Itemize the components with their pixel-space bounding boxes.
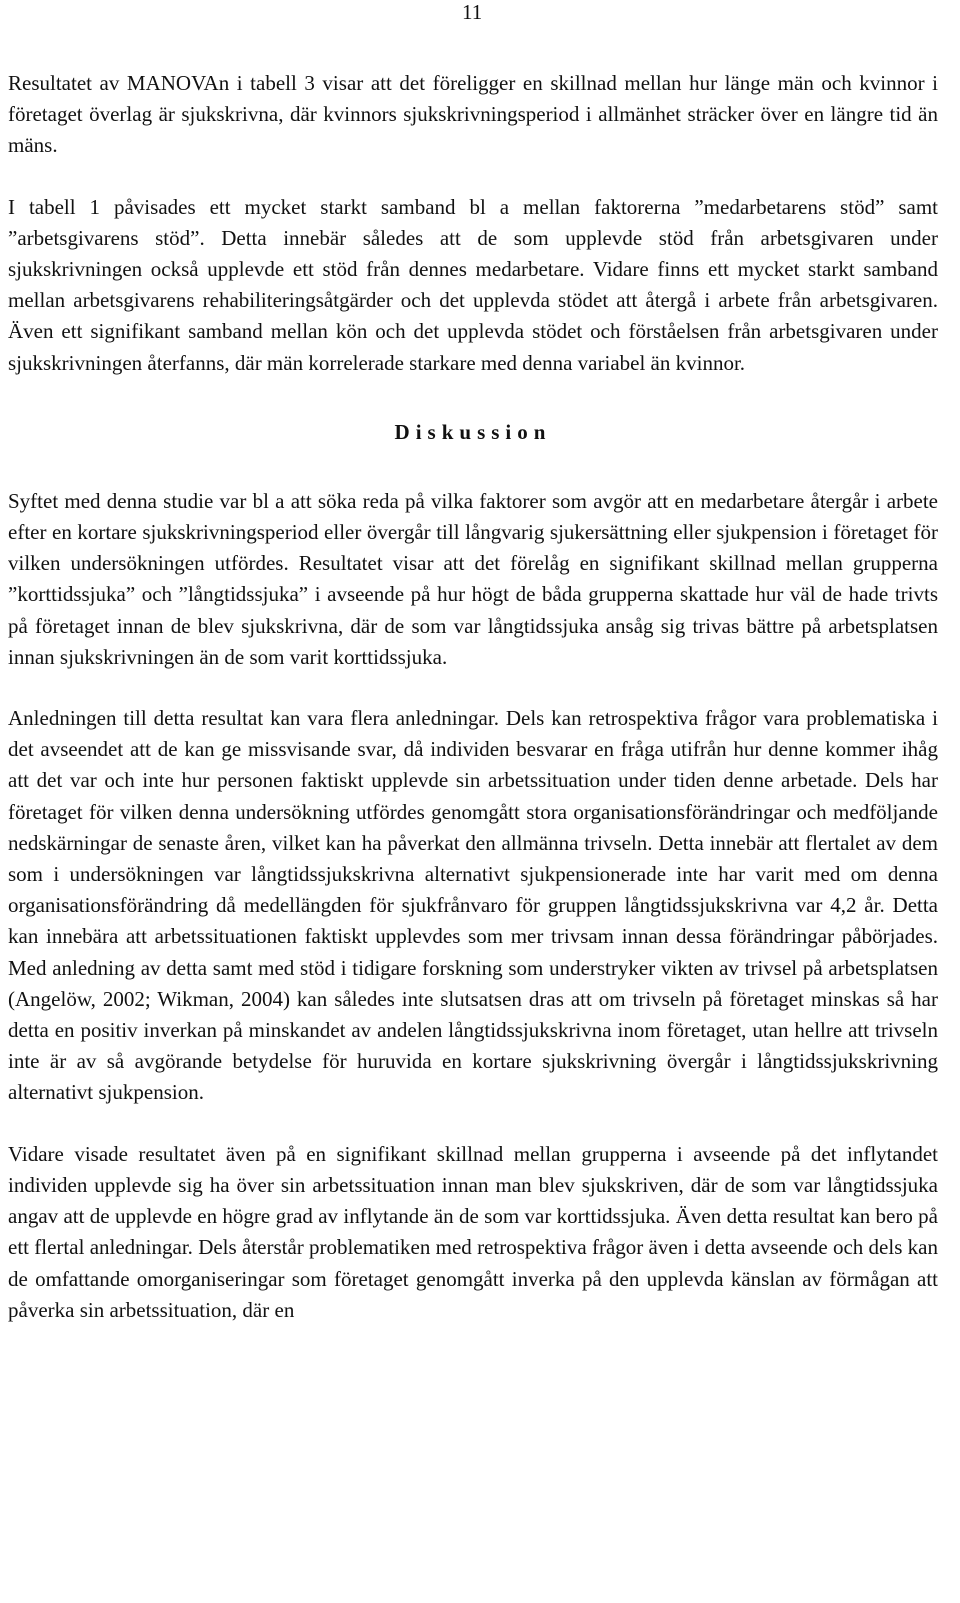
page-number: 11 — [462, 0, 483, 24]
results-paragraph-manova: Resultatet av MANOVAn i tabell 3 visar att det föreligger en skillnad mellan hur länge män och kvinnor i företaget överlag är sjukskrivna, där kvinnors sjukskrivningsperiod i allmänhet sträcker över en längre tid än mäns. — [8, 71, 938, 158]
section-heading-diskussion: Diskussion — [394, 419, 552, 444]
results-paragraph-correlations: I tabell 1 påvisades ett mycket starkt samband bl a mellan faktorerna ”medarbetarens stöd” samt ”arbetsgivarens stöd”. Detta innebär således att de som upplevde stöd från arbetsgivaren under sjukskrivningen också upplevde ett stöd från dennes medarbetare. Vidare finns ett mycket starkt samband mellan arbetsgivarens rehabiliteringsåtgärder och det upplevda stödet att återgå i arbete från arbetsgivaren. Även ett signifikant samband mellan kön och det upplevda stödet och förståelsen från arbetsgivaren under sjukskrivningen återfanns, där män korrelerade starkare med denna variabel än kvinnor. — [8, 194, 938, 375]
discussion-paragraph-reasons: Anledningen till detta resultat kan vara flera anledningar. Dels kan retrospektiva frågor vara problematiska i det avseendet att de kan ge missvisande svar, då individen besvarar en fråga utifrån hur denne kommer ihåg att det var och inte hur personen faktiskt upplevde sin arbetssituation under tiden denne arbetade. Dels har företaget för vilken denna undersökning utfördes genomgått stora organisationsförändringar och medföljande nedskärningar de senaste åren, vilket kan ha påverkat den allmänna trivseln. Detta innebär att flertalet av dem som i undersökningen var långtidssjukskrivna alternativt sjukpensionerade inte har varit med om denna organisationsförändring då medellängden för sjukfrånvaro för gruppen långtidssjukskrivna var 4,2 år. Detta kan innebära att arbetssituationen faktiskt upplevdes som mer trivsam innan dessa förändringar påbörjades. Med anledning av detta samt med stöd i tidigare forskning som understryker vikten av trivsel på arbetsplatsen (Angelöw, 2002; Wikman, 2004) kan således inte slutsatsen dras att om trivseln på företaget minskas så har detta en positiv inverkan på minskandet av andelen långtidssjukskrivna inom företaget, utan hellre att trivseln inte är av så avgörande betydelse för huruvida en kortare sjukskrivning övergår i långtidssjukskrivning alternativt sjukpension. — [8, 706, 938, 1105]
discussion-paragraph-purpose: Syftet med denna studie var bl a att söka reda på vilka faktorer som avgör att en medarbetare återgår i arbete efter en kortare sjukskrivningsperiod eller övergår till långvarig sjukersättning eller sjukpension i företaget för vilken undersökningen utfördes. Resultatet visar att det förelåg en signifikant skillnad mellan grupperna ”korttidssjuka” och ”långtidssjuka” i avseende på hur högt de båda grupperna skattade hur väl de hade trivts på företaget innan de blev sjukskrivna, där de som var långtidssjuka ansåg sig trivas bättre på arbetsplatsen innan sjukskrivningen än de som varit korttidssjuka. — [8, 488, 938, 669]
document-body — [8, 68, 938, 1326]
discussion-paragraph-influence: Vidare visade resultatet även på en signifikant skillnad mellan grupperna i avseende på det inflytandet individen upplevde sig ha över sin arbetssituation innan man blev sjukskriven, där de som var långtidssjuka angav att de upplevde en högre grad av inflytande än de som var korttidssjuka. Även detta resultat kan bero på ett flertal anledningar. Dels återstår problematiken med retrospektiva frågor även i detta avseende och dels kan de omfattande omorganiseringar som företaget genomgått inverka på den upplevda känslan av förmågan att påverka sin arbetssituation, där en — [8, 1141, 938, 1322]
